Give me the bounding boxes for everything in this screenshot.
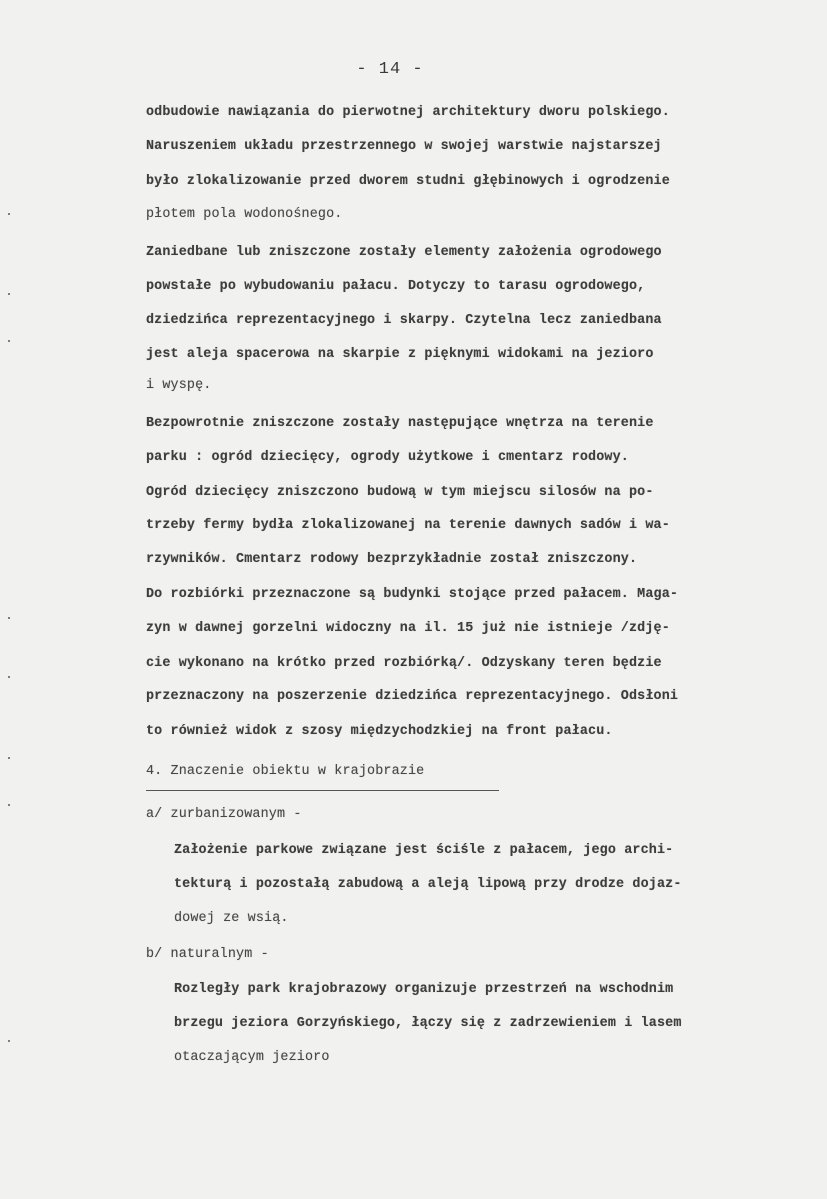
text-line: Zaniedbane lub zniszczone zostały elementy założenia ogrodowego: [146, 245, 662, 260]
text-line: odbudowie nawiązania do pierwotnej architektury dworu polskiego.: [146, 105, 670, 120]
subsection-b-label: b/ naturalnym -: [146, 947, 269, 962]
margin-mark: [8, 1040, 10, 1042]
text-line: rzywników. Cmentarz rodowy bezprzykładnie został zniszczony.: [146, 552, 638, 567]
text-line: Naruszeniem układu przestrzennego w swojej warstwie najstarszej: [146, 139, 662, 154]
margin-mark: [8, 340, 10, 342]
text-line: to również widok z szosy międzychodzkiej na front pałacu.: [146, 724, 613, 739]
text-line: płotem pola wodonośnego.: [146, 207, 343, 222]
text-line: trzeby fermy bydła zlokalizowanej na terenie dawnych sadów i wa-: [146, 518, 670, 533]
text-line: jest aleja spacerowa na skarpie z pięknymi widokami na jezioro: [146, 347, 654, 362]
text-line: Do rozbiórki przeznaczone są budynki stojące przed pałacem. Maga-: [146, 587, 679, 602]
text-line: tekturą i pozostałą zabudową a aleją lipową przy drodze dojaz-: [174, 877, 682, 892]
text-line: dziedzińca reprezentacyjnego i skarpy. Czytelna lecz zaniedbana: [146, 313, 662, 328]
text-line: Rozległy park krajobrazowy organizuje przestrzeń na wschodnim: [174, 982, 674, 997]
section-heading: 4. Znaczenie obiektu w krajobrazie: [146, 764, 425, 779]
text-line: dowej ze wsią.: [174, 911, 289, 926]
text-line: powstałe po wybudowaniu pałacu. Dotyczy to tarasu ogrodowego,: [146, 279, 646, 294]
margin-mark: [8, 757, 10, 759]
margin-mark: [8, 213, 10, 215]
text-line: przeznaczony na poszerzenie dziedzińca reprezentacyjnego. Odsłoni: [146, 689, 679, 704]
margin-mark: [8, 804, 10, 806]
text-line: Ogród dziecięcy zniszczono budową w tym miejscu silosów na po-: [146, 485, 654, 500]
margin-mark: [8, 676, 10, 678]
text-line: Założenie parkowe związane jest ściśle z pałacem, jego archi-: [174, 843, 674, 858]
text-line: otaczającym jezioro: [174, 1050, 330, 1065]
text-line: cie wykonano na krótko przed rozbiórką/. Odzyskany teren będzie: [146, 656, 662, 671]
text-line: parku : ogród dziecięcy, ogrody użytkowe i cmentarz rodowy.: [146, 450, 629, 465]
text-line: było zlokalizowanie przed dworem studni głębinowych i ogrodzenie: [146, 174, 670, 189]
margin-mark: [8, 617, 10, 619]
text-line: zyn w dawnej gorzelni widoczny na il. 15 już nie istnieje /zdję-: [146, 621, 670, 636]
text-line: i wyspę.: [146, 378, 212, 393]
text-line: Bezpowrotnie zniszczone zostały następujące wnętrza na terenie: [146, 416, 654, 431]
subsection-a-label: a/ zurbanizowanym -: [146, 807, 302, 822]
page-number: - 14 -: [356, 60, 424, 79]
text-line: brzegu jeziora Gorzyńskiego, łączy się z zadrzewieniem i lasem: [174, 1016, 682, 1031]
margin-mark: [8, 293, 10, 295]
heading-underline: [146, 790, 499, 791]
